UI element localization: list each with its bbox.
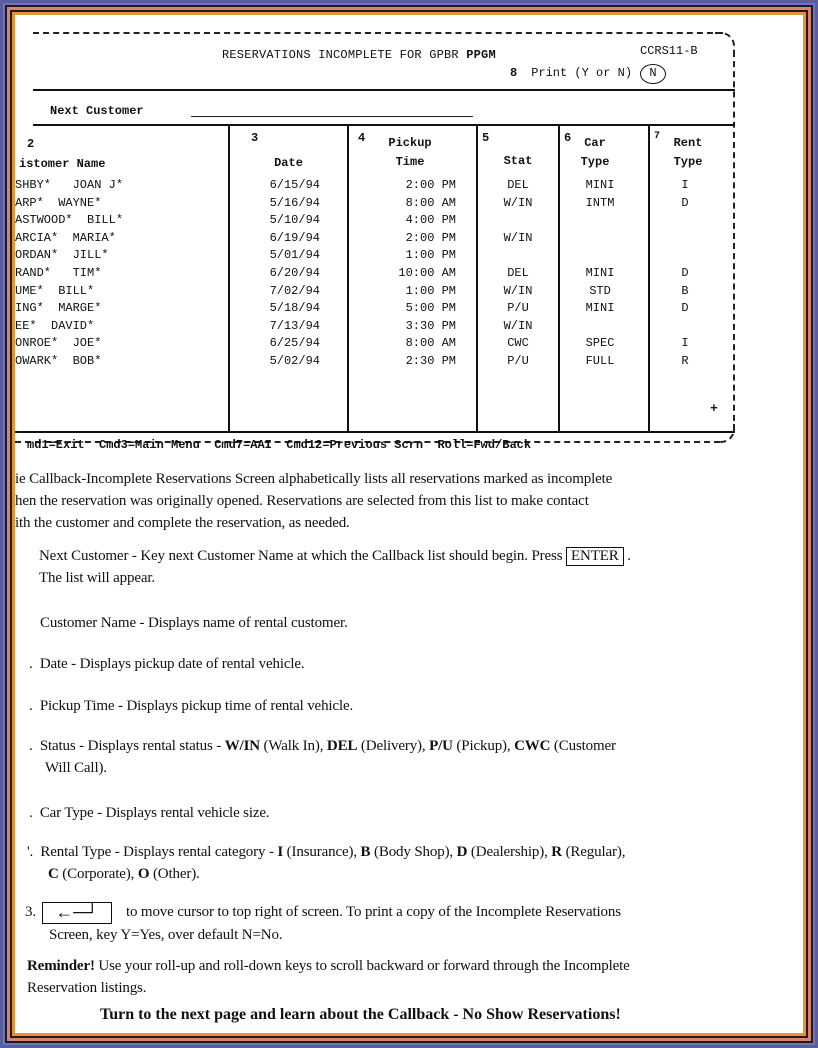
item-text: Car Type - Displays rental vehicle size. [39, 805, 270, 821]
screen-id: CCRS11-B [640, 44, 698, 58]
rental-code: R [551, 844, 562, 860]
column-number: 6 [564, 131, 572, 145]
status-desc: (Walk In), [259, 738, 327, 754]
table-cell-date: 6/25/94 [269, 336, 320, 351]
item-car-type [29, 802, 270, 824]
screen-title [222, 48, 496, 62]
reminder-label: Reminder! [27, 958, 95, 974]
status-desc: (Customer [550, 738, 616, 754]
item-text: Will Call). [45, 760, 107, 776]
next-customer-label: Next Customer [50, 104, 144, 118]
item-marker: . [29, 698, 33, 714]
column-header-customer-name: istomer Name [19, 157, 106, 171]
column-header-stat: Stat [503, 154, 533, 168]
column-header-date: Date [274, 156, 303, 170]
table-cell-name[interactable]: OWARK* BOB* [15, 354, 102, 368]
table-cell-name[interactable]: ASTWOOD* BILL* [15, 213, 124, 228]
table-cell-date: 7/02/94 [269, 283, 320, 298]
reminder-text: Reservation listings. [27, 980, 147, 996]
rental-code: I [277, 844, 284, 860]
table-cell-date: 6/19/94 [269, 230, 320, 245]
intro-line: ith the customer and complete the reservation, as needed. [15, 515, 350, 531]
table-cell-time: 10:00 AM [398, 266, 456, 280]
table-cell-rent: D [681, 266, 689, 280]
status-code: DEL [326, 738, 358, 754]
table-cell-stat: DEL [507, 266, 529, 280]
table-top-border [33, 124, 735, 126]
table-cell-stat: P/U [507, 354, 529, 368]
column-number: 4 [358, 131, 366, 145]
item-marker: . [29, 656, 33, 672]
header-line: Rent [673, 136, 703, 150]
item-text: Screen, key Y=Yes, over default N=No. [49, 926, 283, 943]
table-cell-name[interactable]: RAND* TIM* [15, 266, 102, 280]
status-desc: (Delivery), [357, 738, 430, 754]
column-number: 2 [27, 137, 35, 151]
enter-arrow-icon: ←─┘ [42, 902, 112, 924]
reminder-paragraph [27, 955, 797, 999]
item-rental-type [27, 841, 797, 885]
header-line: Car [584, 136, 606, 150]
table-cell-stat: P/U [507, 301, 529, 316]
item-text: Rental Type - Displays rental category - [40, 844, 278, 860]
table-cell-date: 5/16/94 [269, 195, 320, 210]
table-cell-time: 2:00 PM [398, 230, 456, 245]
screen-border-corner [715, 32, 735, 52]
screen-border-right [733, 51, 735, 431]
table-cell-stat: CWC [507, 336, 529, 351]
header-line: Time [395, 155, 425, 169]
screen-title-text: RESERVATIONS INCOMPLETE FOR GPBR [222, 48, 467, 62]
column-number: 7 [654, 131, 661, 142]
column-number: 3 [251, 131, 259, 145]
print-label: Print (Y or N) [531, 66, 633, 80]
table-cell-date: 6/15/94 [269, 178, 320, 192]
table-cell-name[interactable]: SHBY* JOAN J* [15, 178, 124, 192]
print-field [510, 64, 666, 84]
screen-border-corner [715, 423, 735, 443]
table-cell-stat: W/IN [503, 195, 533, 210]
table-cell-date: 5/18/94 [269, 301, 320, 316]
column-header-car-type [567, 134, 623, 172]
table-cell-time: 8:00 AM [398, 336, 456, 351]
rental-code: D [456, 844, 468, 860]
table-cell-rent: D [681, 195, 689, 210]
table-cell-name[interactable]: ARP* WAYNE* [15, 195, 102, 210]
item-text: The list will appear. [39, 570, 155, 586]
rental-code: O [137, 866, 150, 882]
rental-desc: (Dealership), [467, 844, 552, 860]
item-text: . [623, 548, 631, 564]
table-cell-date: 6/20/94 [269, 266, 320, 280]
table-cell-rent: D [681, 301, 689, 316]
header-line: Type [673, 155, 703, 169]
column-number: 5 [482, 131, 490, 145]
column-header-pickup-time [365, 134, 455, 172]
table-cell-stat: W/IN [503, 283, 533, 298]
column-divider [347, 124, 349, 432]
command-key-line: md1=Exit Cmd3=Main Menu Cmd7=AAI Cmd12=Previous Scrn Roll=Fwd/Back [27, 438, 532, 452]
table-cell-name[interactable]: EE* DAVID* [15, 318, 95, 333]
enter-key-box: ENTER [566, 547, 624, 566]
screen-title-code: PPGM [466, 48, 496, 62]
item-customer-name: Customer Name - Displays name of rental customer. [40, 615, 348, 631]
table-cell-time: 8:00 AM [398, 195, 456, 210]
item-text: to move cursor to top right of screen. To print a copy of the Incomplete Reservations [125, 904, 621, 920]
table-cell-time: 3:30 PM [398, 318, 456, 333]
table-cell-stat: W/IN [503, 318, 533, 333]
table-cell-time: 1:00 PM [398, 248, 456, 263]
item-text: Next Customer - Key next Customer Name at which the Callback list should begin. Press [39, 548, 567, 564]
column-header-rent-type [660, 134, 716, 172]
table-bottom-border [15, 431, 735, 433]
item-pickup-time [29, 695, 353, 717]
table-cell-car: INTM [585, 195, 615, 210]
header-line: Pickup [388, 136, 432, 150]
print-input[interactable]: N [640, 64, 666, 84]
status-code: W/IN [224, 738, 260, 754]
intro-line: hen the reservation was originally opened. Reservations are selected from this list to make contact [15, 493, 589, 509]
next-customer-input[interactable] [191, 116, 473, 117]
rental-desc: (Insurance), [283, 844, 361, 860]
table-cell-name[interactable]: ARCIA* MARIA* [15, 230, 116, 245]
table-cell-car: MINI [585, 178, 615, 192]
next-page-callout: Turn to the next page and learn about the Callback - No Show Reservations! [100, 1006, 621, 1023]
table-cell-date: 5/02/94 [269, 354, 320, 368]
status-code: P/U [429, 738, 453, 754]
screen-border-top [33, 32, 723, 34]
rental-desc: (Corporate), [58, 866, 138, 882]
table-cell-name[interactable]: ORDAN* JILL* [15, 248, 109, 263]
table-cell-car: MINI [585, 266, 615, 280]
rental-desc: (Body Shop), [370, 844, 457, 860]
table-cell-date: 7/13/94 [269, 318, 320, 333]
table-cell-stat: DEL [507, 178, 529, 192]
item-marker: . [29, 738, 33, 754]
table-cell-name[interactable]: ING* MARGE* [15, 301, 102, 316]
rental-code: C [48, 866, 59, 882]
table-cell-name[interactable]: ONROE* JOE* [15, 336, 102, 351]
item-text: Status - Displays rental status - [39, 738, 225, 754]
table-cell-rent: B [681, 283, 689, 298]
table-cell-time: 2:30 PM [398, 354, 456, 368]
intro-line: ie Callback-Incomplete Reservations Screen alphabetically lists all reservations marked as incomplete [15, 471, 613, 487]
item-marker: 3. [25, 904, 36, 920]
table-cell-date: 5/10/94 [269, 213, 320, 228]
item-next-customer [39, 545, 799, 589]
table-cell-date: 5/01/94 [269, 248, 320, 263]
item-print [25, 901, 795, 946]
table-cell-car: SPEC [585, 336, 615, 351]
table-cell-car: FULL [585, 354, 615, 368]
table-cell-car: STD [589, 283, 611, 298]
table-cell-time: 2:00 PM [398, 178, 456, 192]
table-cell-rent: I [681, 336, 689, 351]
table-cell-rent: I [681, 178, 689, 192]
reminder-text: Use your roll-up and roll-down keys to scroll backward or forward through the Incomplete [94, 958, 630, 974]
table-cell-time: 1:00 PM [398, 283, 456, 298]
item-text: Date - Displays pickup date of rental vehicle. [39, 656, 305, 672]
rental-desc: (Other). [149, 866, 200, 882]
header-line: Type [580, 155, 610, 169]
divider [33, 89, 735, 91]
item-text: Pickup Time - Displays pickup time of rental vehicle. [39, 698, 354, 714]
table-cell-name[interactable]: UME* BILL* [15, 283, 95, 298]
intro-paragraph [15, 468, 795, 534]
field-number: 8 [510, 66, 518, 80]
status-code: CWC [514, 738, 551, 754]
item-status [29, 735, 789, 779]
table-cell-time: 4:00 PM [398, 213, 456, 228]
document-page [15, 15, 803, 1033]
table-cell-car: MINI [585, 301, 615, 316]
table-cell-time: 5:00 PM [398, 301, 456, 316]
item-marker: '. [27, 844, 34, 860]
rental-code: B [360, 844, 371, 860]
table-cell-stat: W/IN [503, 230, 533, 245]
item-marker: . [29, 805, 33, 821]
table-cell-rent: R [681, 354, 689, 368]
rental-desc: (Regular), [561, 844, 626, 860]
status-desc: (Pickup), [452, 738, 515, 754]
item-date [29, 653, 304, 675]
more-indicator: + [710, 401, 718, 416]
